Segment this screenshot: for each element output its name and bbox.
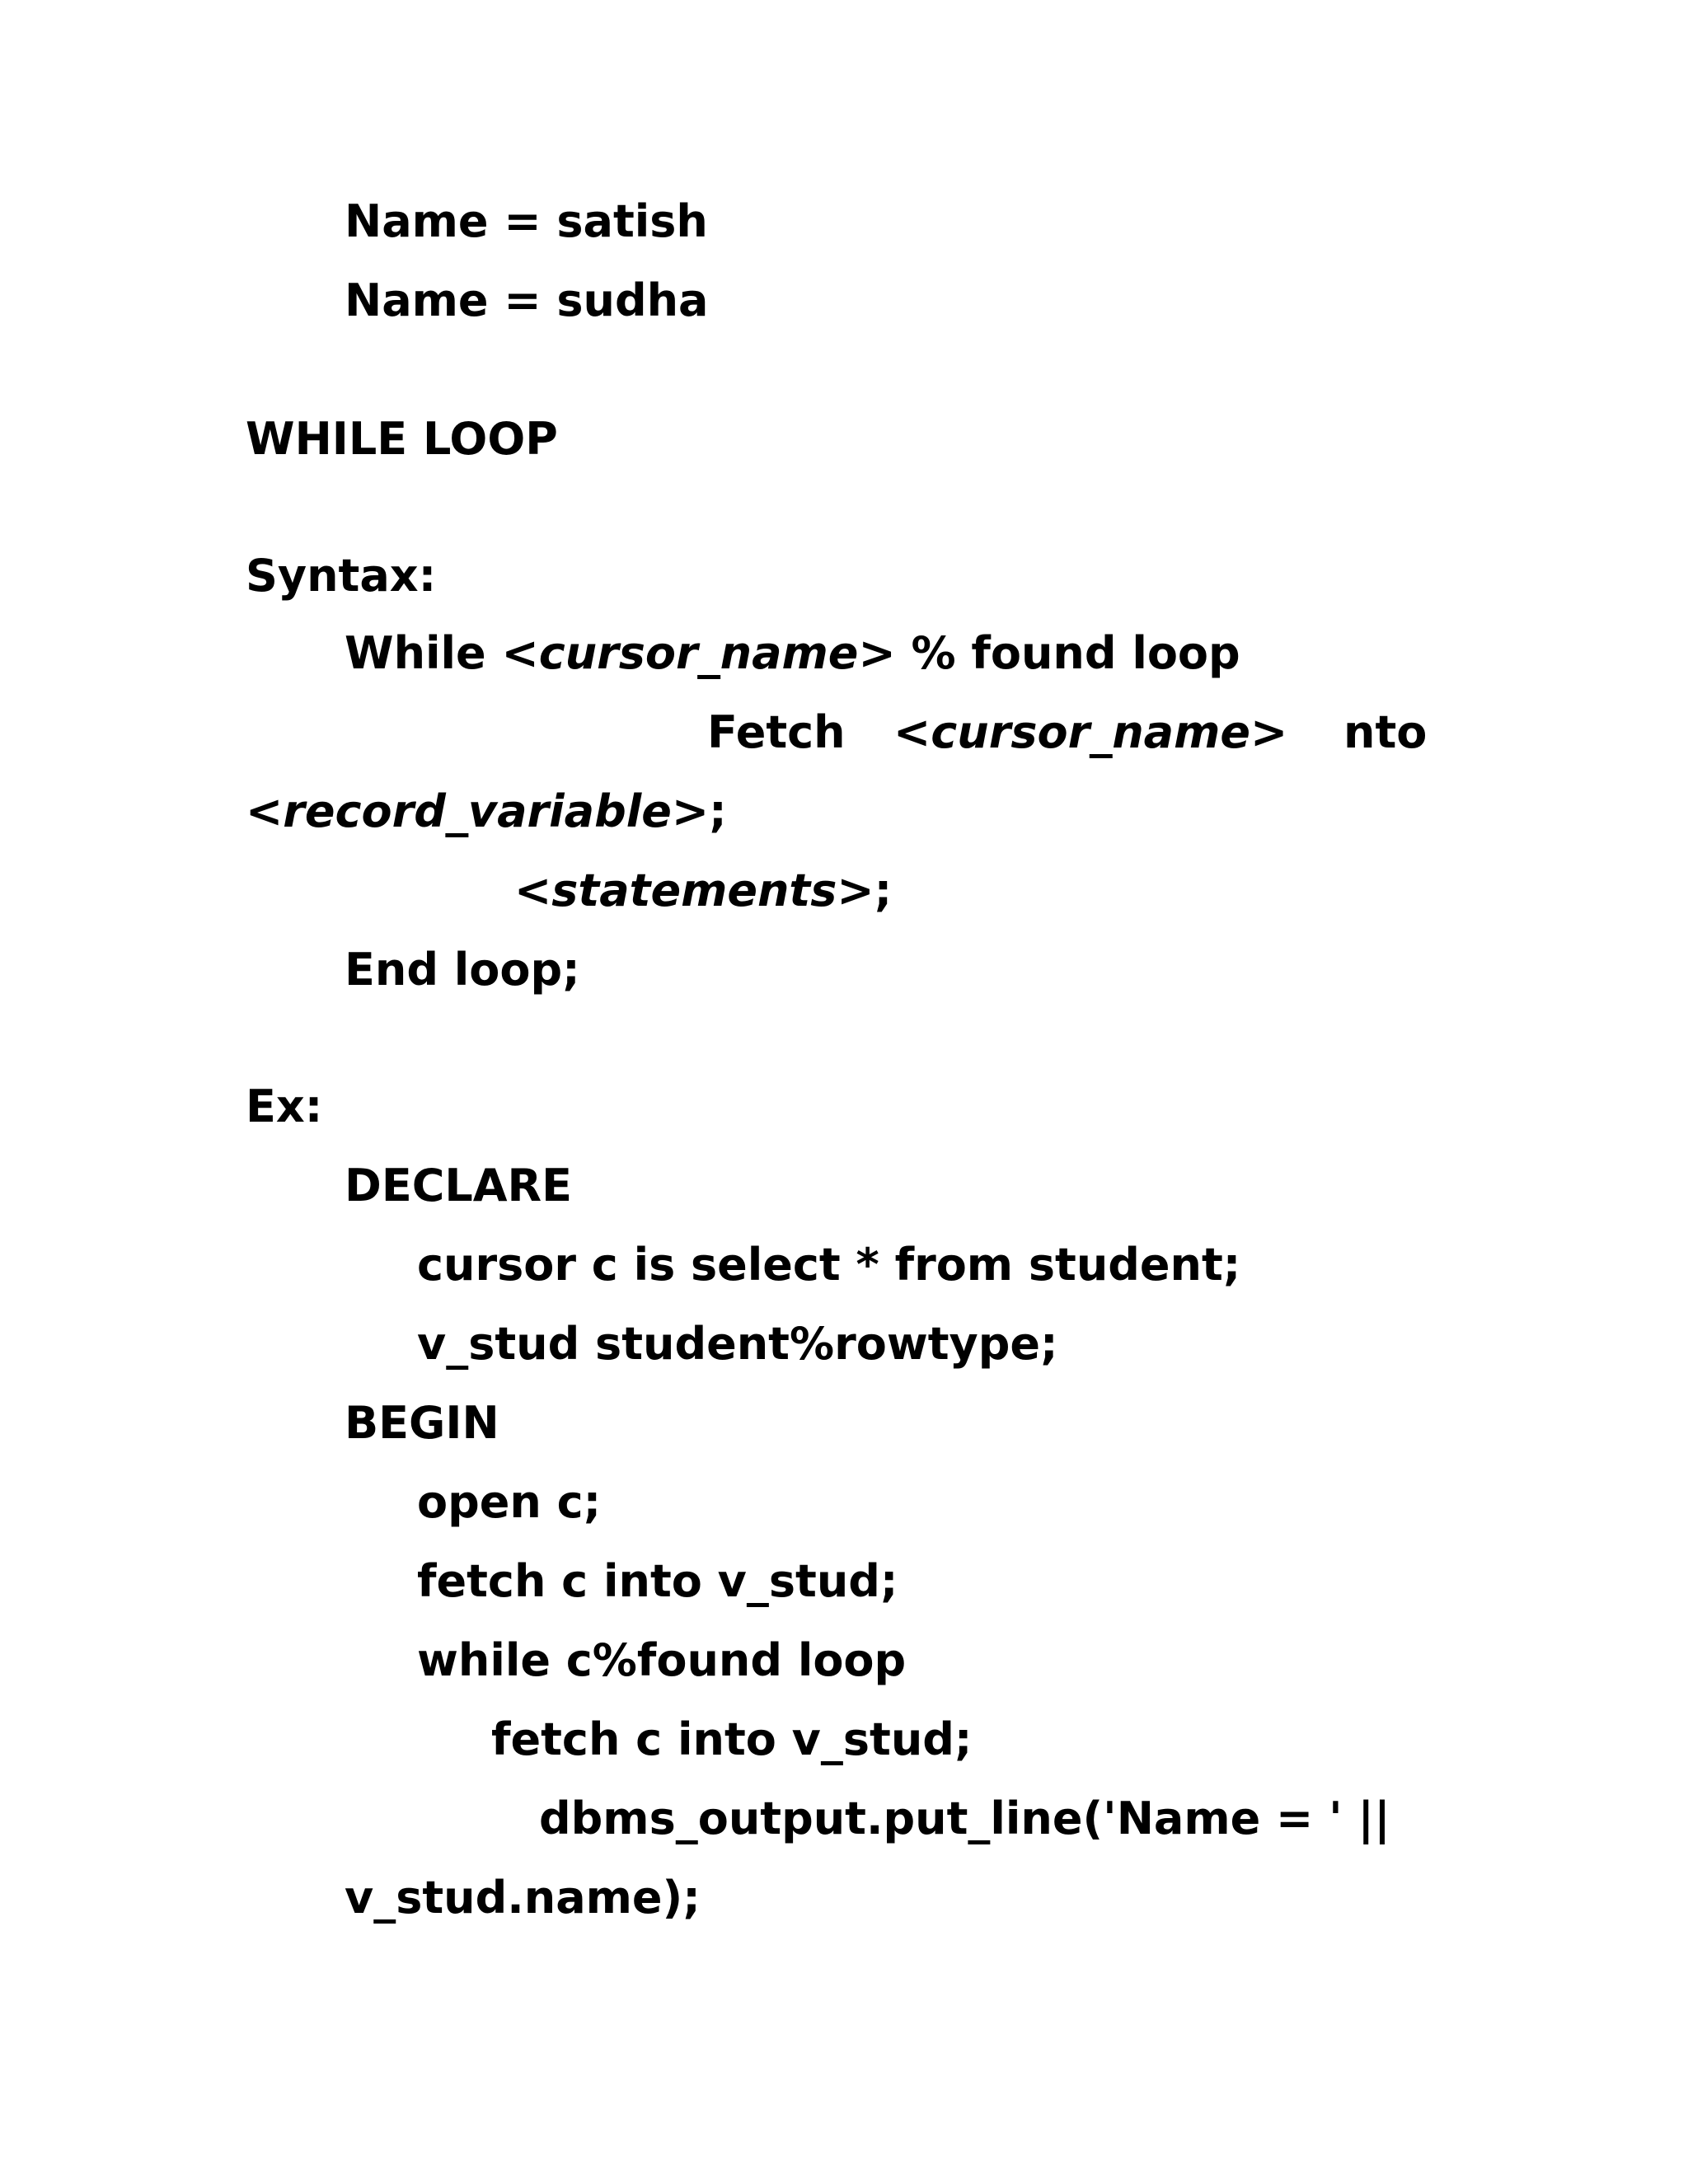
section-heading: WHILE LOOP (246, 413, 558, 465)
code-line: v_stud student%rowtype; (417, 1318, 1058, 1370)
syntax-fetch-into: nto (1343, 706, 1428, 758)
syntax-statements-open: < (514, 865, 552, 916)
syntax-while-suffix: > % found loop (858, 627, 1240, 679)
code-line: fetch c into v_stud; (417, 1555, 898, 1607)
syntax-statements-close: >; (837, 865, 893, 916)
syntax-fetch-close: > (1250, 706, 1288, 758)
code-line: open c; (417, 1476, 602, 1528)
code-line: while c%found loop (417, 1634, 907, 1686)
syntax-record-variable-line (246, 785, 727, 837)
syntax-record-open: < (246, 785, 284, 837)
code-line: dbms_output.put_line('Name = ' || (539, 1793, 1390, 1844)
syntax-line-while (345, 627, 1240, 679)
code-line: cursor c is select * from student; (417, 1239, 1241, 1291)
syntax-cursor-name: cursor_name (538, 627, 859, 679)
syntax-fetch-cursor-name: cursor_name (931, 706, 1250, 758)
syntax-end-loop: End loop; (345, 944, 580, 996)
output-line-1: Name = satish (345, 195, 708, 247)
syntax-while-prefix: While < (345, 627, 539, 679)
syntax-label: Syntax: (246, 550, 437, 602)
code-line: v_stud.name); (345, 1872, 701, 1924)
code-line: DECLARE (345, 1160, 573, 1212)
syntax-fetch-cursor (893, 706, 1288, 758)
code-line: BEGIN (345, 1397, 499, 1449)
syntax-record-variable: record_variable (283, 785, 672, 837)
syntax-record-close: >; (671, 785, 727, 837)
syntax-fetch-open: < (893, 706, 931, 758)
example-label: Ex: (246, 1080, 323, 1132)
syntax-statements-line (514, 865, 893, 916)
syntax-fetch-keyword: Fetch (707, 706, 846, 758)
output-line-2: Name = sudha (345, 274, 709, 326)
syntax-statements: statements (551, 865, 837, 916)
code-line: fetch c into v_stud; (491, 1713, 973, 1765)
